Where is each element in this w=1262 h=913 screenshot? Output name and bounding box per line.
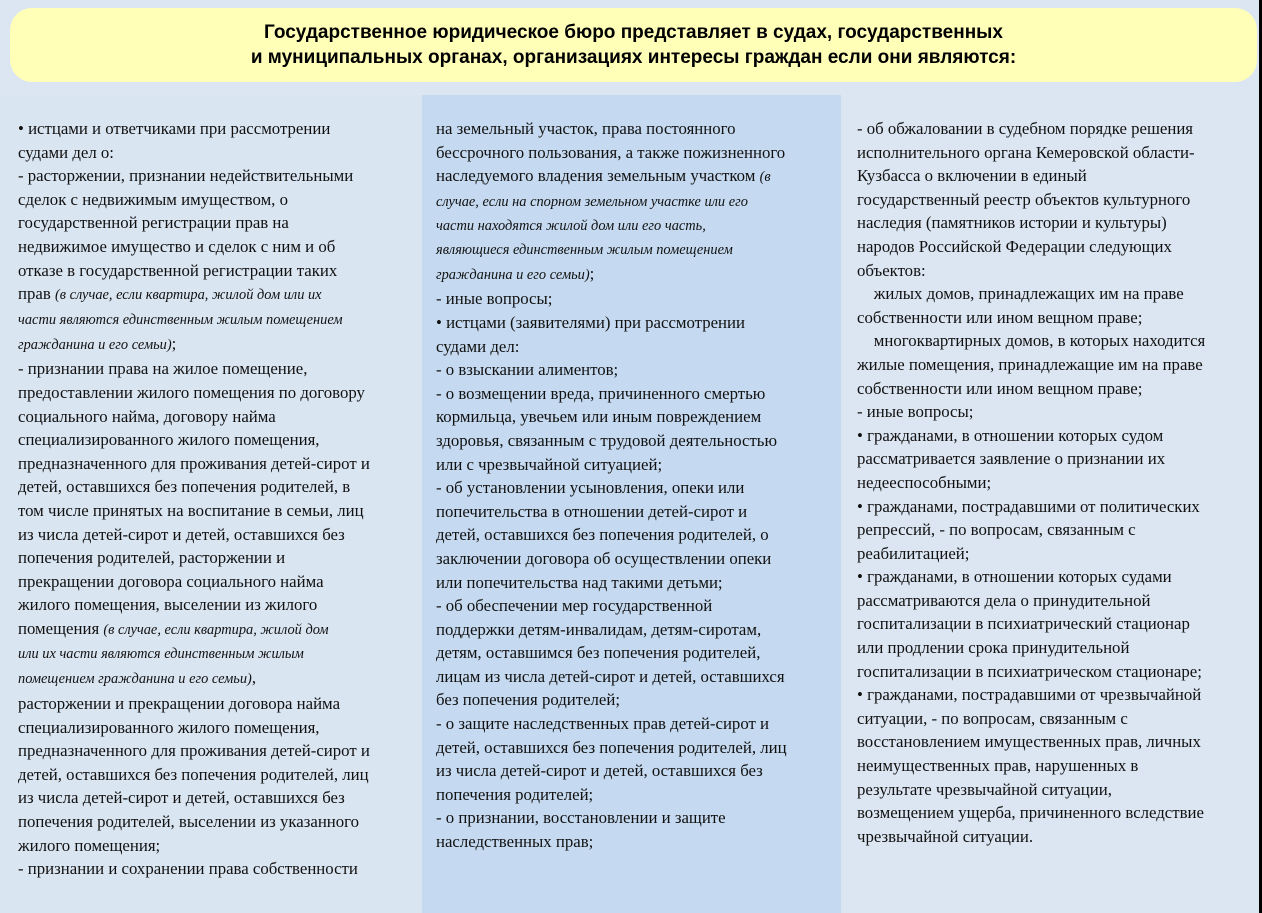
text-line: • истцами и ответчиками при рассмотрении [18, 119, 331, 138]
text-line: на земельный участок, права постоянного [436, 119, 736, 138]
text-line [436, 164, 831, 190]
text-line: Кузбасса о включении в единый [857, 166, 1087, 186]
text-line: из числа детей-сирот и детей, оставшихся без [436, 761, 763, 781]
text-line: отказе в государственной регистрации таких [18, 260, 338, 280]
text-line: многоквартирных домов, в которых находится [857, 331, 1206, 351]
text-line: предназначенного для проживания детей-сирот и [18, 741, 370, 761]
text-line: без попечения родителей; [436, 690, 621, 710]
text-line: восстановлением имущественных прав, личных [857, 732, 1201, 752]
text-line [436, 262, 831, 288]
text-segment: наследуемого владения земельным участком [436, 166, 760, 186]
text-line: том числе принятых на воспитание в семьи, лиц [18, 500, 364, 520]
text-line: рассматривается заявление о признании их [857, 449, 1166, 469]
text-line: расторжении и прекращении договора найма [18, 694, 341, 714]
text-line: жилых домов, принадлежащих им на праве [857, 284, 1184, 304]
italic-note: помещением гражданина и его семьи) [18, 671, 252, 688]
text-line: • гражданами, в отношении которых судом [857, 425, 1164, 445]
text-line: - о взыскании алиментов; [436, 360, 619, 380]
text-line: - о признании, восстановлении и защите [436, 808, 726, 828]
text-line: - об установлении усыновления, опеки или [436, 478, 745, 498]
text-line: ситуации, - по вопросам, связанным с [857, 708, 1128, 728]
text-line: - о возмещении вреда, причиненного смертью [436, 383, 766, 403]
text-line: лицам из числа детей-сирот и детей, оставшихся [436, 666, 785, 686]
text-line: - признании права на жилое помещение, [18, 359, 308, 379]
text-line: попечения родителей, выселении из указанного [18, 812, 360, 832]
text-line: жилого помещения, выселении из жилого [18, 595, 318, 615]
text-line: детям, оставшимся без попечения родителей, [436, 643, 761, 663]
text-line: государственной регистрации прав на [18, 213, 289, 233]
text-line: поддержки детям-инвалидам, детям-сиротам, [436, 619, 762, 639]
text-line: детей, оставшихся без попечения родителей, в [18, 477, 351, 497]
text-line: госпитализации в психиатрический стационар [857, 614, 1190, 634]
text-line: специализированного жилого помещения, [18, 430, 320, 450]
text-line: недееспособными; [857, 472, 992, 492]
italic-note: (в [759, 169, 771, 186]
text-line: • истцами (заявителями) при рассмотрении [436, 312, 745, 332]
page-title [10, 8, 1257, 82]
text-segment: ; [589, 263, 595, 283]
text-line: объектов: [857, 260, 926, 280]
text-line: здоровья, связанным с трудовой деятельностью [436, 430, 777, 450]
text-line: предоставлении жилого помещения по договору [18, 382, 365, 402]
text-line: • гражданами, пострадавшими от политических [857, 496, 1200, 516]
text-line: • гражданами, в отношении которых судами [857, 567, 1172, 587]
text-line: заключении договора об осуществлении опеки [436, 548, 772, 568]
italic-note: гражданина и его семьи) [18, 336, 172, 353]
text-line: судами дел: [436, 336, 520, 356]
text-segment: прав [18, 284, 55, 304]
text-line: или попечительства над такими детьми; [436, 572, 723, 592]
italic-note: (в случае, если квартира, жилой дом или их [54, 287, 322, 304]
text-line: или продлении срока принудительной [857, 638, 1130, 658]
text-segment: помещения [18, 618, 104, 638]
text-line: - расторжении, признании недействительными [18, 166, 354, 186]
text-line: прекращении договора социального найма [18, 571, 324, 591]
italic-note-line: части находятся жилой дом или его часть, [436, 217, 706, 234]
text-line: судами дел о: [18, 142, 114, 162]
text-line: - о защите наследственных прав детей-сирот и [436, 714, 769, 734]
text-line: попечения родителей; [436, 784, 594, 804]
title-line-2: и муниципальных органах, организациях интересы граждан если они являются: [250, 47, 1017, 68]
text-line: кормильца, увечьем или иным повреждением [436, 407, 762, 427]
text-line: результате чрезвычайной ситуации, [857, 779, 1112, 799]
italic-note-line: части являются единственным жилым помещением [18, 311, 343, 328]
italic-note-line: случае, если на спорном земельном участке или его [436, 193, 748, 210]
text-line: сделок с недвижимым имуществом, о [18, 189, 288, 209]
text-segment: ; [171, 333, 177, 353]
text-line [18, 332, 412, 358]
text-line: госпитализации в психиатрическом стационаре; [857, 661, 1202, 681]
text-line: социального найма, договору найма [18, 406, 276, 426]
text-line: чрезвычайной ситуации. [857, 826, 1034, 846]
text-line: народов Российской Федерации следующих [857, 236, 1172, 256]
text-line: - иные вопросы; [436, 289, 553, 309]
text-line: недвижимое имущество и сделок с ним и об [18, 236, 336, 256]
text-line: собственности или ином вещном праве; [857, 378, 1143, 398]
text-line: наследия (памятников истории и культуры) [857, 213, 1167, 233]
text-line: - признании и сохранении права собственности [18, 859, 358, 879]
text-line: возмещением ущерба, причиненного вследствие [857, 803, 1204, 823]
text-line: неимущественных прав, нарушенных в [857, 756, 1139, 776]
text-line: - об обеспечении мер государственной [436, 596, 713, 616]
text-line: • гражданами, пострадавшими от чрезвычайной [857, 685, 1202, 705]
text-line [18, 666, 412, 692]
text-line: жилого помещения; [18, 835, 161, 855]
text-line: или с чрезвычайной ситуацией; [436, 454, 663, 474]
text-line: детей, оставшихся без попечения родителей, лиц [18, 764, 369, 784]
text-line: исполнительного органа Кемеровской области- [857, 142, 1195, 162]
text-line: жилые помещения, принадлежащие им на праве [857, 354, 1203, 374]
italic-note-line: являющиеся единственным жилым помещением [436, 241, 733, 258]
column-left [0, 95, 422, 913]
text-line: специализированного жилого помещения, [18, 717, 320, 737]
text-line: - иные вопросы; [857, 402, 974, 422]
text-line: попечительства в отношении детей-сирот и [436, 501, 748, 521]
text-line: рассматриваются дела о принудительной [857, 590, 1151, 610]
text-line: детей, оставшихся без попечения родителей, о [436, 525, 769, 545]
text-line: государственный реестр объектов культурного [857, 189, 1191, 209]
text-line: предназначенного для проживания детей-сирот и [18, 453, 370, 473]
text-line [18, 617, 412, 643]
text-line: бессрочного пользования, а также пожизненного [436, 142, 786, 162]
text-line: из числа детей-сирот и детей, оставшихся без [18, 788, 345, 808]
text-line [18, 282, 412, 308]
text-line: реабилитацией; [857, 543, 970, 563]
text-line: попечения родителей, расторжении и [18, 548, 286, 568]
column-right [841, 95, 1259, 913]
text-line: наследственных прав; [436, 832, 594, 852]
italic-note: (в случае, если квартира, жилой дом [103, 621, 329, 638]
text-line: - об обжаловании в судебном порядке решения [857, 119, 1194, 138]
title-line-1: Государственное юридическое бюро представляет в судах, государственных [264, 22, 1003, 43]
italic-note-line: или их части являются единственным жилым [18, 646, 304, 663]
text-line: собственности или ином вещном праве; [857, 307, 1143, 327]
column-middle [422, 95, 841, 913]
italic-note: гражданина и его семьи) [436, 266, 590, 283]
text-line: из числа детей-сирот и детей, оставшихся без [18, 524, 345, 544]
text-line: репрессий, - по вопросам, связанным с [857, 520, 1136, 540]
text-line: детей, оставшихся без попечения родителей, лиц [436, 737, 787, 757]
text-segment: , [251, 668, 257, 688]
